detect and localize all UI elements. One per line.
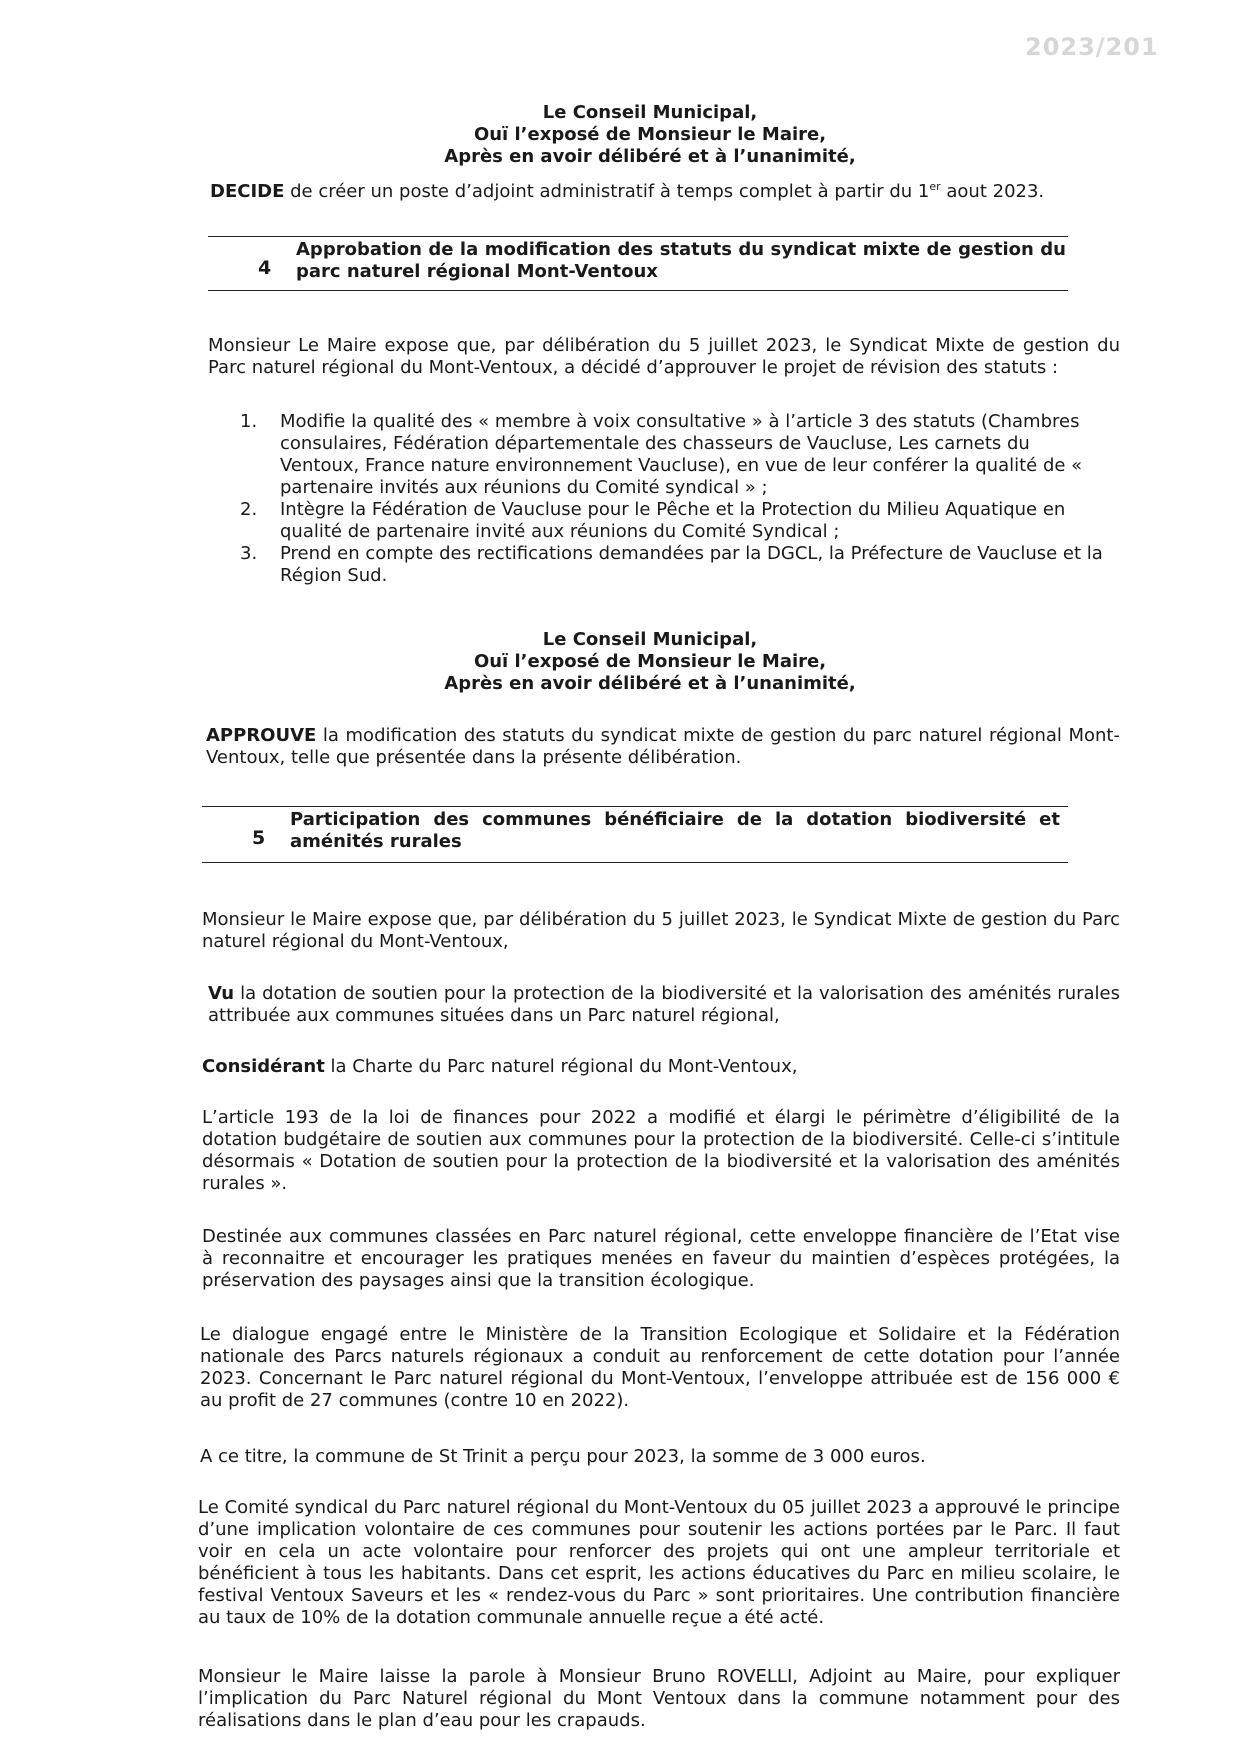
decide-ordinal-suffix: er bbox=[929, 180, 941, 193]
council-line: Après en avoir délibéré et à l’unanimité, bbox=[444, 673, 856, 694]
section4-intro bbox=[208, 335, 1120, 379]
considerant-text: la Charte du Parc naturel régional du Mont-Ventoux, bbox=[324, 1056, 798, 1077]
paragraph-text: L’article 193 de la loi de finances pour 2022 a modifié et élargi le périmètre d’éligibilité de la dotation budgétaire de soutien aux communes pour la protection de la biodiversité. Celle-ci s’intitule désormais « Dotation de soutien pour la protection de la biodiversité et la valorisation des aménités rurales ». bbox=[202, 1107, 1120, 1194]
decide-paragraph bbox=[210, 181, 1130, 203]
approve-keyword: APPROUVE bbox=[206, 725, 317, 746]
section-heading-5 bbox=[202, 806, 1068, 863]
council-line: Le Conseil Municipal, bbox=[542, 102, 758, 123]
approve-text: la modification des statuts du syndicat mixte de gestion du parc naturel régional Mont-Ventoux, telle que présentée dans la présente délibération. bbox=[206, 725, 1120, 768]
list-text: Modifie la qualité des « membre à voix consultative » à l’article 3 des statuts (Chambres consulaires, Fédération départementale des chasseurs de Vaucluse, Les carnets du Ventoux, France nature environnement Vaucluse), en vue de leur conférer la qualité de « partenaire invités aux réunions du Comité syndical » ; bbox=[280, 411, 1083, 498]
list-number: 1. bbox=[240, 411, 258, 432]
list-number: 3. bbox=[240, 543, 258, 564]
vu-keyword: Vu bbox=[208, 983, 235, 1004]
council-line: Ouï l’exposé de Monsieur le Maire, bbox=[473, 124, 827, 145]
considerant-keyword: Considérant bbox=[202, 1056, 325, 1077]
decide-text-end: aout 2023. bbox=[940, 181, 1045, 202]
destinee-paragraph bbox=[202, 1226, 1120, 1292]
approve-paragraph bbox=[206, 725, 1120, 769]
list-item bbox=[240, 543, 1110, 587]
paragraph-text: A ce titre, la commune de St Trinit a perçu pour 2023, la somme de 3 000 euros. bbox=[200, 1446, 926, 1467]
article-193-paragraph bbox=[202, 1107, 1120, 1195]
list-number: 2. bbox=[240, 499, 258, 520]
paragraph-text: Monsieur Le Maire expose que, par délibération du 5 juillet 2023, le Syndicat Mixte de gestion du Parc naturel régional du Mont-Ventoux, a décidé d’approuver le projet de révision des statuts : bbox=[208, 335, 1120, 378]
paragraph-text: Monsieur le Maire laisse la parole à Monsieur Bruno ROVELLI, Adjoint au Maire, pour expliquer l’implication du Parc Naturel régional du Mont Ventoux dans la commune notamment pour des réalisations dans le plan d’eau pour les crapauds. bbox=[198, 1666, 1120, 1731]
section-heading-4 bbox=[208, 236, 1068, 291]
decide-keyword: DECIDE bbox=[210, 181, 285, 202]
paragraph-text: Le Comité syndical du Parc naturel régional du Mont-Ventoux du 05 juillet 2023 a approuvé le principe d’une implication volontaire de ces communes pour soutenir les actions portées par le Parc. Il faut voir en cela un acte volontaire pour renforcer des projets qui ont une ampleur territoriale et bénéficient à tous les habitants. Dans cet esprit, les actions éducatives du Parc en milieu scolaire, le festival Ventoux Saveurs et les « rendez-vous du Parc » sont prioritaires. Une contribution financière au taux de 10% de la dotation communale annuelle reçue a été acté. bbox=[198, 1497, 1120, 1628]
paragraph-text: Destinée aux communes classées en Parc naturel régional, cette enveloppe financière de l’Etat vise à reconnaitre et encourager les pratiques menées en faveur du maintien d’espèces protégées, la préservation des paysages ainsi que la transition écologique. bbox=[202, 1226, 1120, 1291]
paragraph-text: Monsieur le Maire expose que, par délibération du 5 juillet 2023, le Syndicat Mixte de gestion du Parc naturel régional du Mont-Ventoux, bbox=[202, 909, 1120, 952]
section-number: 5 bbox=[252, 827, 266, 849]
considerant-paragraph bbox=[202, 1056, 1120, 1078]
comite-paragraph bbox=[198, 1497, 1120, 1629]
section5-intro bbox=[202, 909, 1120, 953]
council-decision-header bbox=[200, 102, 1100, 168]
section-number: 4 bbox=[258, 257, 272, 279]
council-decision-header bbox=[200, 629, 1100, 695]
decide-text: de créer un poste d’adjoint administratif à temps complet à partir du 1 bbox=[284, 181, 930, 202]
document-reference-stamp: 2023/201 bbox=[1025, 33, 1159, 61]
council-line: Après en avoir délibéré et à l’unanimité, bbox=[444, 146, 856, 167]
section-title: Approbation de la modification des statuts du syndicat mixte de gestion du parc naturel régional Mont-Ventoux bbox=[296, 239, 1066, 282]
list-text: Intègre la Fédération de Vaucluse pour le Pêche et la Protection du Milieu Aquatique en qualité de partenaire invité aux réunions du Comité Syndical ; bbox=[280, 499, 1066, 542]
council-line: Le Conseil Municipal, bbox=[542, 629, 758, 650]
paragraph-text: Le dialogue engagé entre le Ministère de la Transition Ecologique et Solidaire et la Fédération nationale des Parcs naturels régionaux a conduit au renforcement de cette dotation pour l’année 2023. Concernant le Parc naturel régional du Mont-Ventoux, l’enveloppe attribuée est de 156 000 € au profit de 27 communes (contre 10 en 2022). bbox=[200, 1324, 1120, 1411]
vu-paragraph bbox=[208, 983, 1120, 1027]
titre-paragraph bbox=[200, 1446, 1120, 1468]
list-item bbox=[240, 499, 1110, 543]
section-title: Participation des communes bénéficiaire de la dotation biodiversité et aménités rurales bbox=[290, 809, 1060, 852]
dialogue-paragraph bbox=[200, 1324, 1120, 1412]
statute-changes-list bbox=[240, 411, 1110, 587]
council-line: Ouï l’exposé de Monsieur le Maire, bbox=[473, 651, 827, 672]
vu-text: la dotation de soutien pour la protection de la biodiversité et la valorisation des aménités rurales attribuée aux communes situées dans un Parc naturel régional, bbox=[208, 983, 1120, 1026]
list-item bbox=[240, 411, 1110, 499]
list-text: Prend en compte des rectifications demandées par la DGCL, la Préfecture de Vaucluse et la Région Sud. bbox=[280, 543, 1103, 586]
rovelli-paragraph bbox=[198, 1666, 1120, 1732]
